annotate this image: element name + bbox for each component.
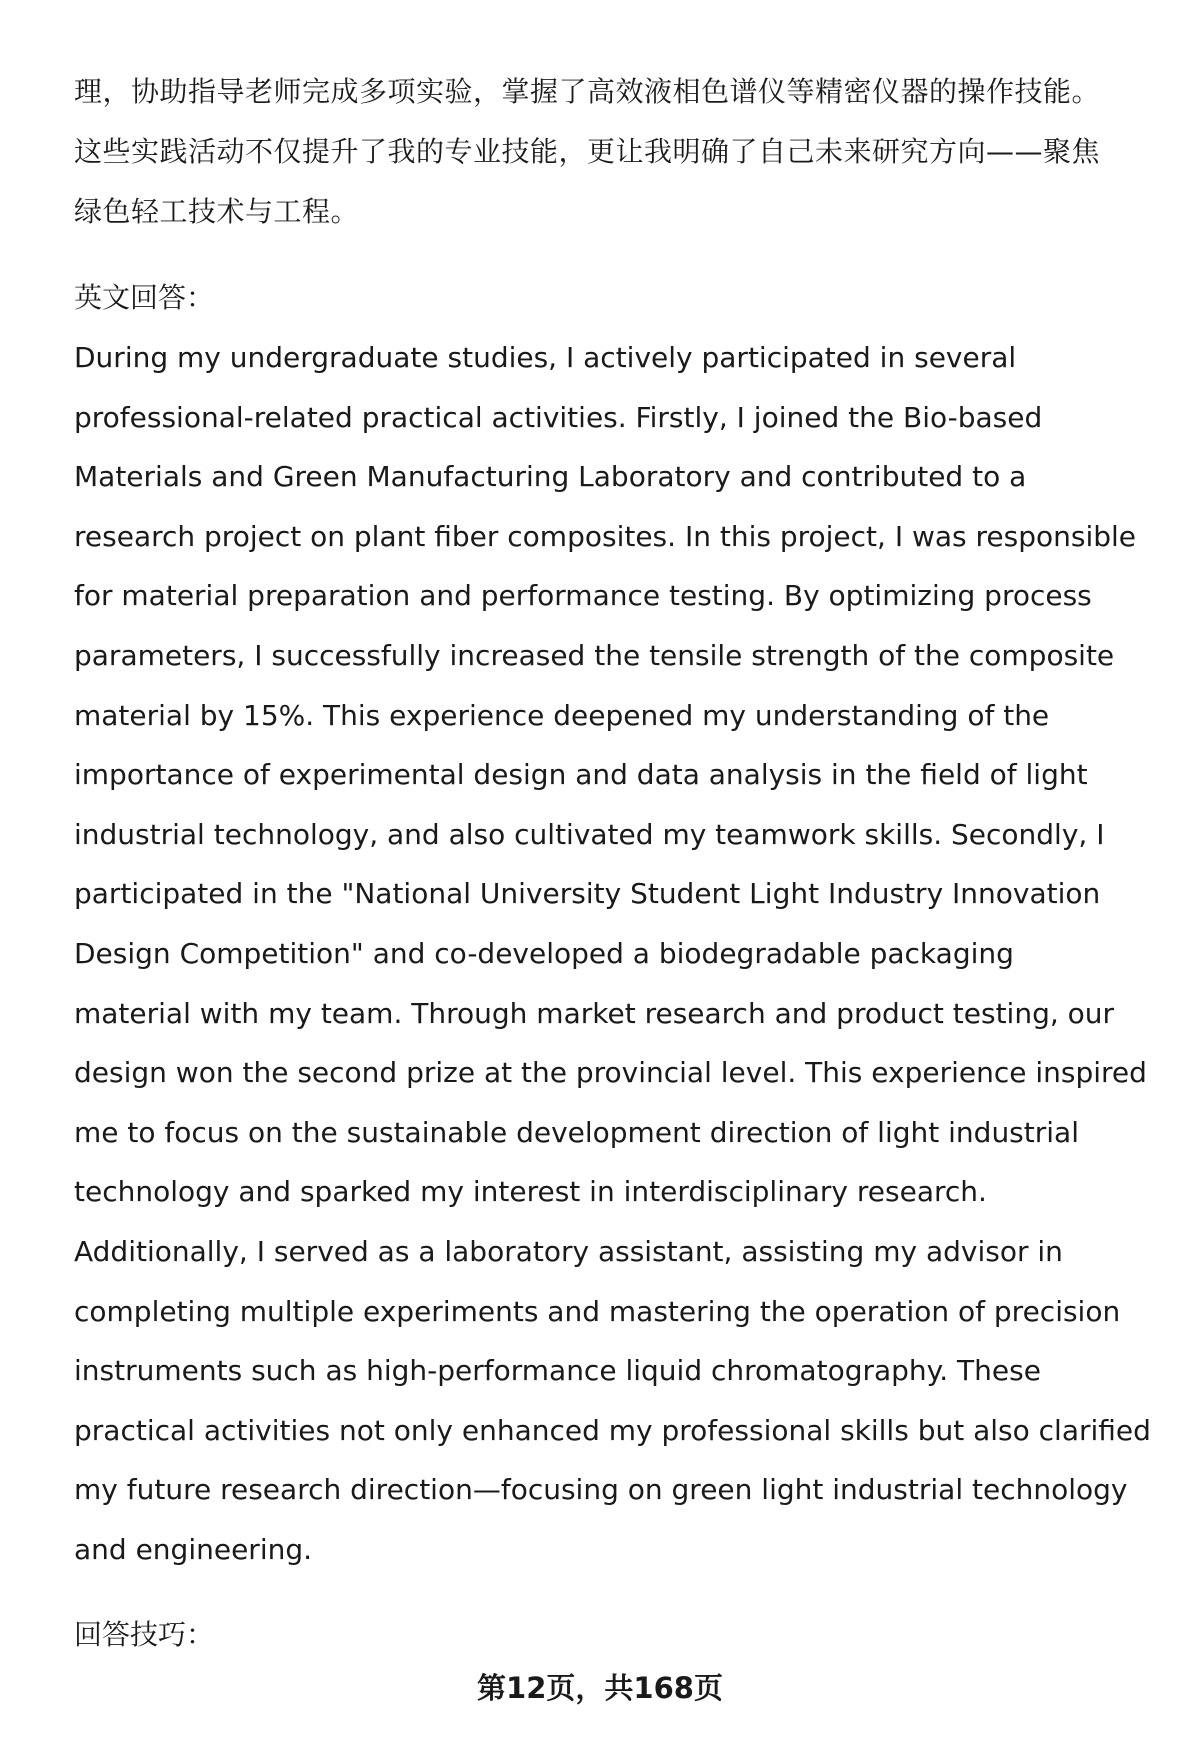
english-answer-line: professional-related practical activities. Firstly, I joined the Bio-based [74,400,1043,434]
english-answer-line: During my undergraduate studies, I actively participated in several [74,341,1017,374]
english-answer-line: material with my team. Through market research and product testing, our [74,996,1115,1030]
english-answer-line: Additionally, I served as a laboratory assistant, assisting my advisor in [74,1234,1063,1268]
page-content [74,62,1164,1665]
english-answer-paragraph [74,328,1164,1579]
english-answer-line: practical activities not only enhanced my professional skills but also clarified [74,1413,1151,1447]
english-answer-line: me to focus on the sustainable development direction of light industrial [74,1115,1079,1149]
english-answer-line: importance of experimental design and data analysis in the field of light [74,758,1088,792]
english-answer-line: participated in the "National University Student Light Industry Innovation [74,877,1101,911]
english-answer-line: and engineering. [74,1532,313,1566]
english-answer-line: completing multiple experiments and mastering the operation of precision [74,1294,1121,1328]
chinese-answer-line: 绿色轻工技术与工程。 [74,195,360,228]
english-answer-line: instruments such as high-performance liquid chromatography. These [74,1354,1041,1388]
english-answer-line: material by 15%. This experience deepened my understanding of the [74,698,1050,732]
english-answer-line: industrial technology, and also cultivated my teamwork skills. Secondly, I [74,817,1105,851]
english-answer-line: parameters, I successfully increased the tensile strength of the composite [74,638,1115,672]
english-answer-line: research project on plant fiber composites. In this project, I was responsible [74,519,1137,553]
english-answer-line: Materials and Green Manufacturing Laboratory and contributed to a [74,460,1027,494]
answer-tips-heading: 回答技巧： [74,1618,215,1652]
chinese-answer-line: 理，协助指导老师完成多项实验，掌握了高效液相色谱仪等精密仪器的操作技能。 [74,75,1101,108]
english-answer-heading: 英文回答： [74,281,215,314]
english-answer-line: for material preparation and performance testing. By optimizing process [74,579,1092,613]
english-answer-line: Design Competition" and co-developed a biodegradable packaging [74,936,1014,970]
chinese-answer-line: 这些实践活动不仅提升了我的专业技能，更让我明确了自己未来研究方向——聚焦 [74,135,1101,168]
english-answer-line: technology and sparked my interest in interdisciplinary research. [74,1175,987,1209]
chinese-answer-paragraph [74,62,1164,242]
page-number-footer: 第12页，共168页 [477,1671,723,1705]
english-answer-line: design won the second prize at the provincial level. This experience inspired [74,1056,1147,1090]
english-answer-line: my future research direction—focusing on green light industrial technology [74,1473,1128,1507]
